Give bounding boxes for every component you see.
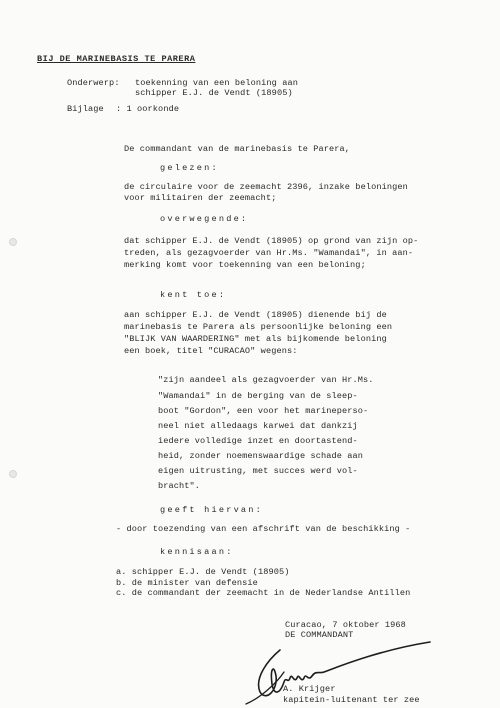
- overwegende-line: treden, als gezagvoerder van Hr.Ms. "Wamandai", in aan-: [124, 248, 414, 258]
- attachment-value: : 1 oorkonde: [116, 104, 180, 114]
- subject-line: toekenning van een beloning aan: [135, 78, 298, 88]
- section-heading-gelezen: gelezen:: [160, 163, 219, 173]
- quote-line: "zijn aandeel als gezagvoerder van Hr.Ms.: [158, 375, 374, 385]
- kennis-line: a. schipper E.J. de Vendt (18905): [116, 567, 290, 577]
- subject-line: schipper E.J. de Vendt (18905): [135, 88, 293, 98]
- quote-line: eigen uitrusting, met succes werd vol-: [158, 466, 358, 476]
- signatory-name: A. Krijger: [283, 684, 336, 694]
- document-heading: BIJ DE MARINEBASIS TE PARERA: [37, 54, 196, 64]
- kent-toe-line: aan schipper E.J. de Vendt (18905) dienende bij de: [124, 310, 387, 320]
- kent-toe-line: marinebasis te Parera als persoonlijke beloning een: [124, 322, 393, 332]
- geeft-line: - door toezending van een afschrift van de beschikking -: [116, 524, 411, 534]
- quote-line: heid, zonder noemenswaardige schade aan: [158, 451, 364, 461]
- kennis-line: b. de minister van defensie: [116, 578, 258, 588]
- overwegende-line: merking komt voor toekenning van een beloning;: [124, 260, 366, 270]
- gelezen-line: de circulaire voor de zeemacht 2396, inzake beloningen: [124, 182, 408, 192]
- quote-line: "Wamandai" in de berging van de sleep-: [158, 391, 358, 401]
- quote-line: bracht".: [158, 481, 201, 491]
- intro-line: De commandant van de marinebasis te Parera,: [124, 144, 351, 154]
- signatory-rank: kapitein-luitenant ter zee: [283, 695, 420, 705]
- attachment-label: Bijlage: [67, 104, 104, 114]
- kent-toe-line: "BLIJK VAN WAARDERING" met als bijkomende beloning: [124, 334, 387, 344]
- punch-hole: [9, 470, 17, 478]
- quote-line: boot "Gordon", een voor het marineperso-: [158, 406, 369, 416]
- kennis-line: c. de commandant der zeemacht in de Nederlandse Antillen: [116, 588, 411, 598]
- place-date: Curacao, 7 oktober 1968: [285, 620, 406, 630]
- gelezen-line: voor militairen der zeemacht;: [124, 193, 277, 203]
- subject-label: Onderwerp:: [67, 78, 120, 88]
- signatory-role: DE COMMANDANT: [285, 630, 354, 640]
- quote-line: iedere volledige inzet en doortastend-: [158, 436, 358, 446]
- punch-hole: [9, 238, 17, 246]
- section-heading-overwegende: overwegende:: [160, 214, 249, 224]
- section-heading-kent-toe: kent toe:: [160, 290, 227, 300]
- overwegende-line: dat schipper E.J. de Vendt (18905) op grond van zijn op-: [124, 236, 419, 246]
- section-heading-geeft: geeft hiervan:: [160, 505, 263, 515]
- section-heading-kennis: kennisaan:: [160, 547, 234, 557]
- kent-toe-line: een boek, titel "CURACAO" wegens:: [124, 346, 298, 356]
- quote-line: neel niet alledaags karwei dat dankzij: [158, 421, 358, 431]
